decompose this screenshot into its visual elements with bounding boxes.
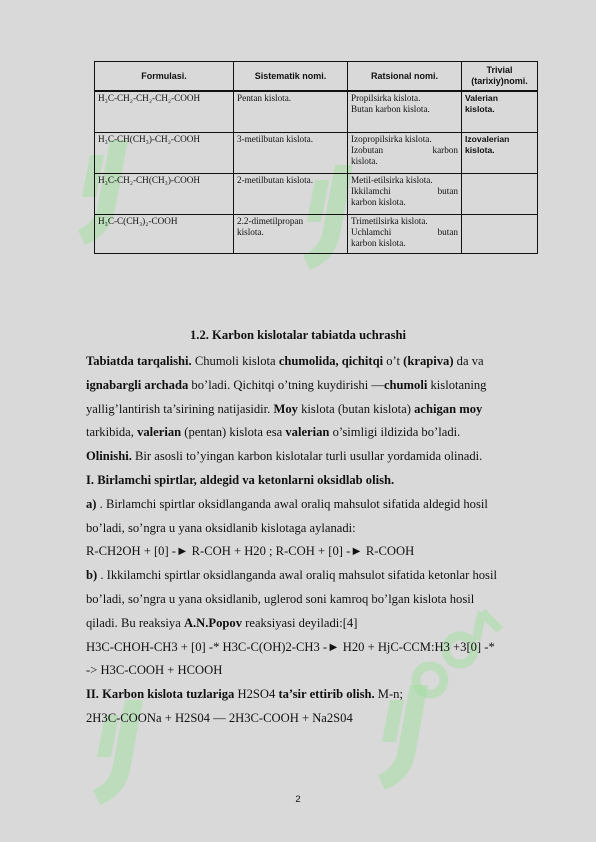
text-line: bo’ladi, so’ngra u yana oksidlanib, uglerod soni kamroq bo’lgan kislota hosil [86,591,475,606]
trivial-cell [462,215,538,254]
header-trivial: Trivial (tarixiy)nomi. [462,62,538,92]
body-text [86,350,536,731]
formula-cell: H₃C-CH₂-CH₂-CH₂-COOH [95,91,234,133]
rational-cell: Trimetilsirka kislota. Uchlamchi butan karbon kislota. [348,215,462,254]
systematic-cell: 3-metilbutan kislota. [234,133,348,174]
equation-line: 2H3C-COONa + H2S04 — 2H3C-COOH + Na2S04 [86,710,353,725]
table-row [95,174,538,215]
text-line: Tabiatda tarqalishi. Chumoli kislota chumolida, qichitqi o’t (krapiva) da va [86,354,484,368]
equation-line: R-CH2OH + [0] -► R-COH + H20 ; R-COH + [0] -► R-COOH [86,544,415,559]
text-line: ignabargli archada bo’ladi. Qichitqi o’tning kuydirishi —chumoli kislotaning [86,377,487,392]
formula-cell: H₃C-CH(CH₃)-CH₂-COOH [95,133,234,174]
header-systematic: Sistematik nomi. [234,62,348,92]
table-row [95,215,538,254]
acids-table [94,61,538,254]
header-formula: Formulasi. [95,62,234,92]
section-heading: 1.2. Karbon kislotalar tabiatda uchrashi [190,328,406,342]
formula-cell: H₃C-C(CH₃)₂-COOH [95,215,234,254]
text-line: yallig’lantirish ta’sirining natijasidir. Moy kislota (butan kislota) achigan moy [86,401,483,416]
page-number: 2 [295,794,301,805]
table-row [95,91,538,133]
rational-cell: Izopropilsirka kislota. Izobutan karbon kislota. [348,133,462,174]
rational-cell: Metil-etilsirka kislota. Ikkilamchi butan karbon kislota. [348,174,462,215]
systematic-cell: Pentan kislota. [234,91,348,133]
trivial-cell [462,174,538,215]
text-line: bo’ladi, so’ngra u yana oksidlanib kislotaga aylanadi: [86,520,356,535]
equation-line: -> H3C-COOH + HCOOH [86,663,223,678]
text-line: Olinishi. Bir asosli to’yingan karbon kislotalar turli usullar yordamida olinadi. [86,449,483,464]
systematic-cell: 2-metilbutan kislota. [234,174,348,215]
formula-cell: H₃C-CH₂-CH(CH₃)-COOH [95,174,234,215]
header-rational: Ratsional nomi. [348,62,462,92]
text-line: tarkibida, valerian (pentan) kislota esa valerian o’simligi ildizida bo’ladi. [86,425,461,440]
text-line: II. Karbon kislota tuzlariga H2SO4 ta’sir ettirib olish. M-n; [86,687,403,702]
text-line: qiladi. Bu reaksiya A.N.Popov reaksiyasi deyiladi:[4] [86,615,358,630]
text-line: I. Birlamchi spirtlar, aldegid va ketonlarni oksidlab olish. [86,472,395,487]
table-row [95,133,538,174]
trivial-cell: Izovalerian kislota. [462,133,538,174]
systematic-cell: 2.2-dimetilpropan kislota. [234,215,348,254]
trivial-cell: Valerian kislota. [462,91,538,133]
equation-line: H3C-CHOH-CH3 + [0] -* H3C-C(OH)2-CH3 -► H20 + HjC-CCM:H3 +3[0] -* [86,639,495,654]
table-header-row [95,62,538,92]
text-line: a) . Birlamchi spirtlar oksidlanganda awal oraliq mahsulot sifatida aldegid hosil [86,496,488,511]
text-line: b) . Ikkilamchi spirtlar oksidlanganda awal oraliq mahsulot sifatida ketonlar hosil [86,568,497,583]
rational-cell: Propilsirka kislota. Butan karbon kislota. [348,91,462,133]
